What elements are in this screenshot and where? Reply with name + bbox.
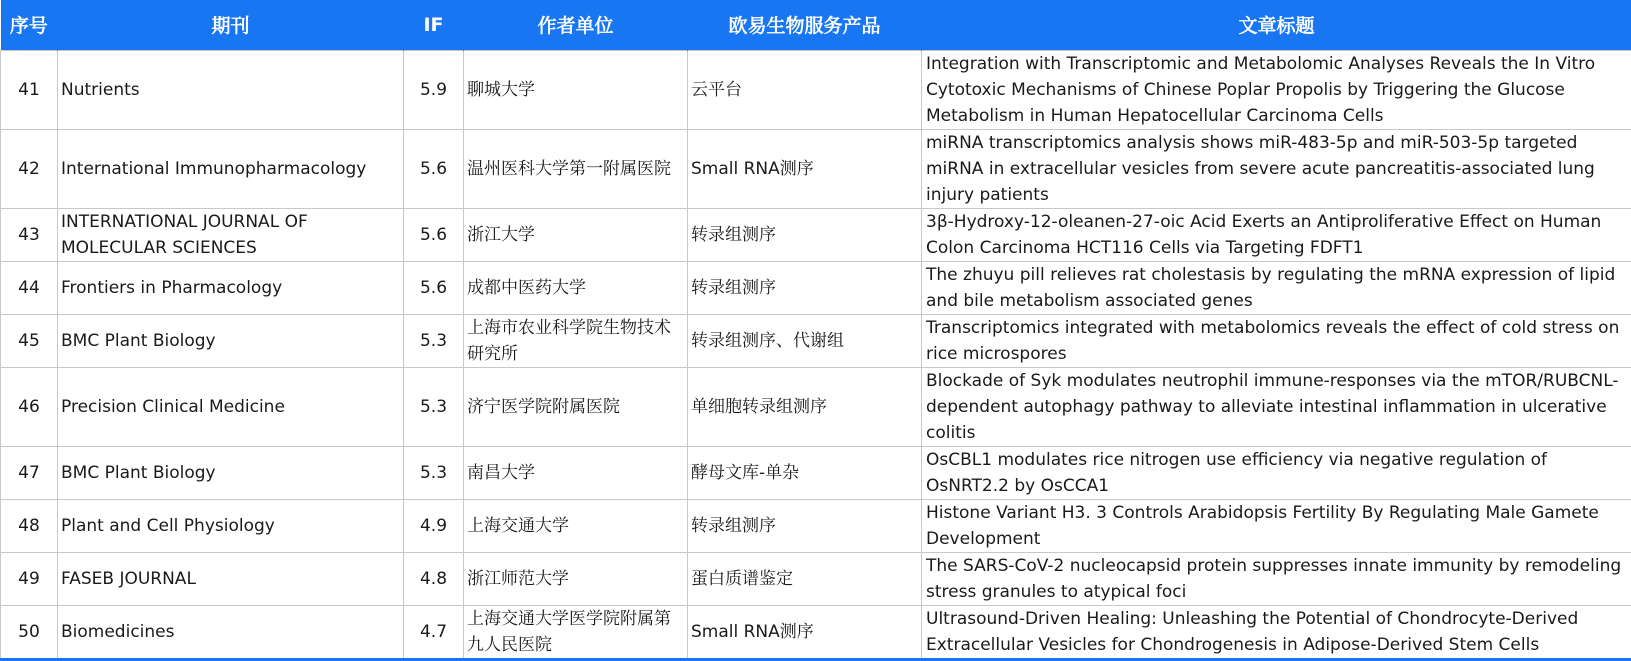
cell-if: 5.3	[404, 367, 464, 446]
cell-service: 云平台	[688, 50, 922, 129]
cell-no: 50	[1, 605, 58, 659]
cell-affiliation: 成都中医药大学	[464, 261, 688, 314]
cell-service: Small RNA测序	[688, 129, 922, 208]
cell-no: 45	[1, 314, 58, 367]
cell-title: The zhuyu pill relieves rat cholestasis by regulating the mRNA expression of lipid and bile metabolism associated genes	[922, 261, 1631, 314]
cell-service: 转录组测序	[688, 261, 922, 314]
cell-if: 5.6	[404, 129, 464, 208]
table-row	[1, 499, 1631, 552]
cell-service: 转录组测序	[688, 499, 922, 552]
cell-service: 单细胞转录组测序	[688, 367, 922, 446]
cell-title: Integration with Transcriptomic and Metabolomic Analyses Reveals the In Vitro Cytotoxic Mechanisms of Chinese Poplar Propolis by Triggering the Glucose Metabolism in Human Hepatocellular Carcinoma Cells	[922, 50, 1631, 129]
table-row	[1, 367, 1631, 446]
header-title: 文章标题	[922, 0, 1631, 50]
cell-affiliation: 上海交通大学医学院附属第九人民医院	[464, 605, 688, 659]
cell-title: The SARS-CoV-2 nucleocapsid protein suppresses innate immunity by remodeling stress granules to atypical foci	[922, 552, 1631, 605]
cell-no: 41	[1, 50, 58, 129]
cell-title: Blockade of Syk modulates neutrophil immune-responses via the mTOR/RUBCNL-dependent autophagy pathway to alleviate intestinal inflammation in ulcerative colitis	[922, 367, 1631, 446]
cell-journal: International Immunopharmacology	[58, 129, 404, 208]
cell-journal: Precision Clinical Medicine	[58, 367, 404, 446]
header-if: IF	[404, 0, 464, 50]
table-row	[1, 261, 1631, 314]
cell-if: 5.3	[404, 446, 464, 499]
header-row	[1, 0, 1631, 50]
header-journal: 期刊	[58, 0, 404, 50]
cell-service: Small RNA测序	[688, 605, 922, 659]
table-row	[1, 129, 1631, 208]
cell-affiliation: 浙江大学	[464, 208, 688, 261]
cell-journal: Biomedicines	[58, 605, 404, 659]
cell-journal: FASEB JOURNAL	[58, 552, 404, 605]
table-row	[1, 446, 1631, 499]
cell-if: 5.9	[404, 50, 464, 129]
table-row	[1, 605, 1631, 659]
cell-service: 转录组测序、代谢组	[688, 314, 922, 367]
cell-title: Transcriptomics integrated with metabolomics reveals the effect of cold stress on rice microspores	[922, 314, 1631, 367]
cell-service: 转录组测序	[688, 208, 922, 261]
table-row	[1, 208, 1631, 261]
cell-no: 42	[1, 129, 58, 208]
cell-journal: BMC Plant Biology	[58, 314, 404, 367]
cell-journal: Nutrients	[58, 50, 404, 129]
cell-title: miRNA transcriptomics analysis shows miR-483-5p and miR-503-5p targeted miRNA in extracellular vesicles from severe acute pancreatitis-associated lung injury patients	[922, 129, 1631, 208]
cell-affiliation: 聊城大学	[464, 50, 688, 129]
cell-title: OsCBL1 modulates rice nitrogen use efficiency via negative regulation of OsNRT2.2 by OsCCA1	[922, 446, 1631, 499]
cell-affiliation: 上海交通大学	[464, 499, 688, 552]
cell-no: 49	[1, 552, 58, 605]
table-row	[1, 50, 1631, 129]
cell-affiliation: 济宁医学院附属医院	[464, 367, 688, 446]
cell-journal: INTERNATIONAL JOURNAL OF MOLECULAR SCIENCES	[58, 208, 404, 261]
cell-affiliation: 浙江师范大学	[464, 552, 688, 605]
cell-journal: Frontiers in Pharmacology	[58, 261, 404, 314]
cell-if: 4.7	[404, 605, 464, 659]
cell-if: 5.3	[404, 314, 464, 367]
cell-affiliation: 上海市农业科学院生物技术研究所	[464, 314, 688, 367]
cell-title: Histone Variant H3. 3 Controls Arabidopsis Fertility By Regulating Male Gamete Development	[922, 499, 1631, 552]
cell-if: 5.6	[404, 208, 464, 261]
cell-no: 44	[1, 261, 58, 314]
header-affiliation: 作者单位	[464, 0, 688, 50]
header-no: 序号	[1, 0, 58, 50]
table-row	[1, 314, 1631, 367]
cell-title: 3β-Hydroxy-12-oleanen-27-oic Acid Exerts an Antiproliferative Effect on Human Colon Carcinoma HCT116 Cells via Targeting FDFT1	[922, 208, 1631, 261]
header-service: 欧易生物服务产品	[688, 0, 922, 50]
cell-affiliation: 南昌大学	[464, 446, 688, 499]
cell-if: 4.9	[404, 499, 464, 552]
cell-no: 47	[1, 446, 58, 499]
cell-if: 4.8	[404, 552, 464, 605]
table-row	[1, 552, 1631, 605]
cell-service: 蛋白质谱鉴定	[688, 552, 922, 605]
cell-journal: BMC Plant Biology	[58, 446, 404, 499]
cell-journal: Plant and Cell Physiology	[58, 499, 404, 552]
cell-service: 酵母文库-单杂	[688, 446, 922, 499]
cell-title: Ultrasound-Driven Healing: Unleashing the Potential of Chondrocyte-Derived Extracellular Vesicles for Chondrogenesis in Adipose-Derived Stem Cells	[922, 605, 1631, 659]
cell-no: 48	[1, 499, 58, 552]
cell-affiliation: 温州医科大学第一附属医院	[464, 129, 688, 208]
cell-if: 5.6	[404, 261, 464, 314]
cell-no: 46	[1, 367, 58, 446]
cell-no: 43	[1, 208, 58, 261]
